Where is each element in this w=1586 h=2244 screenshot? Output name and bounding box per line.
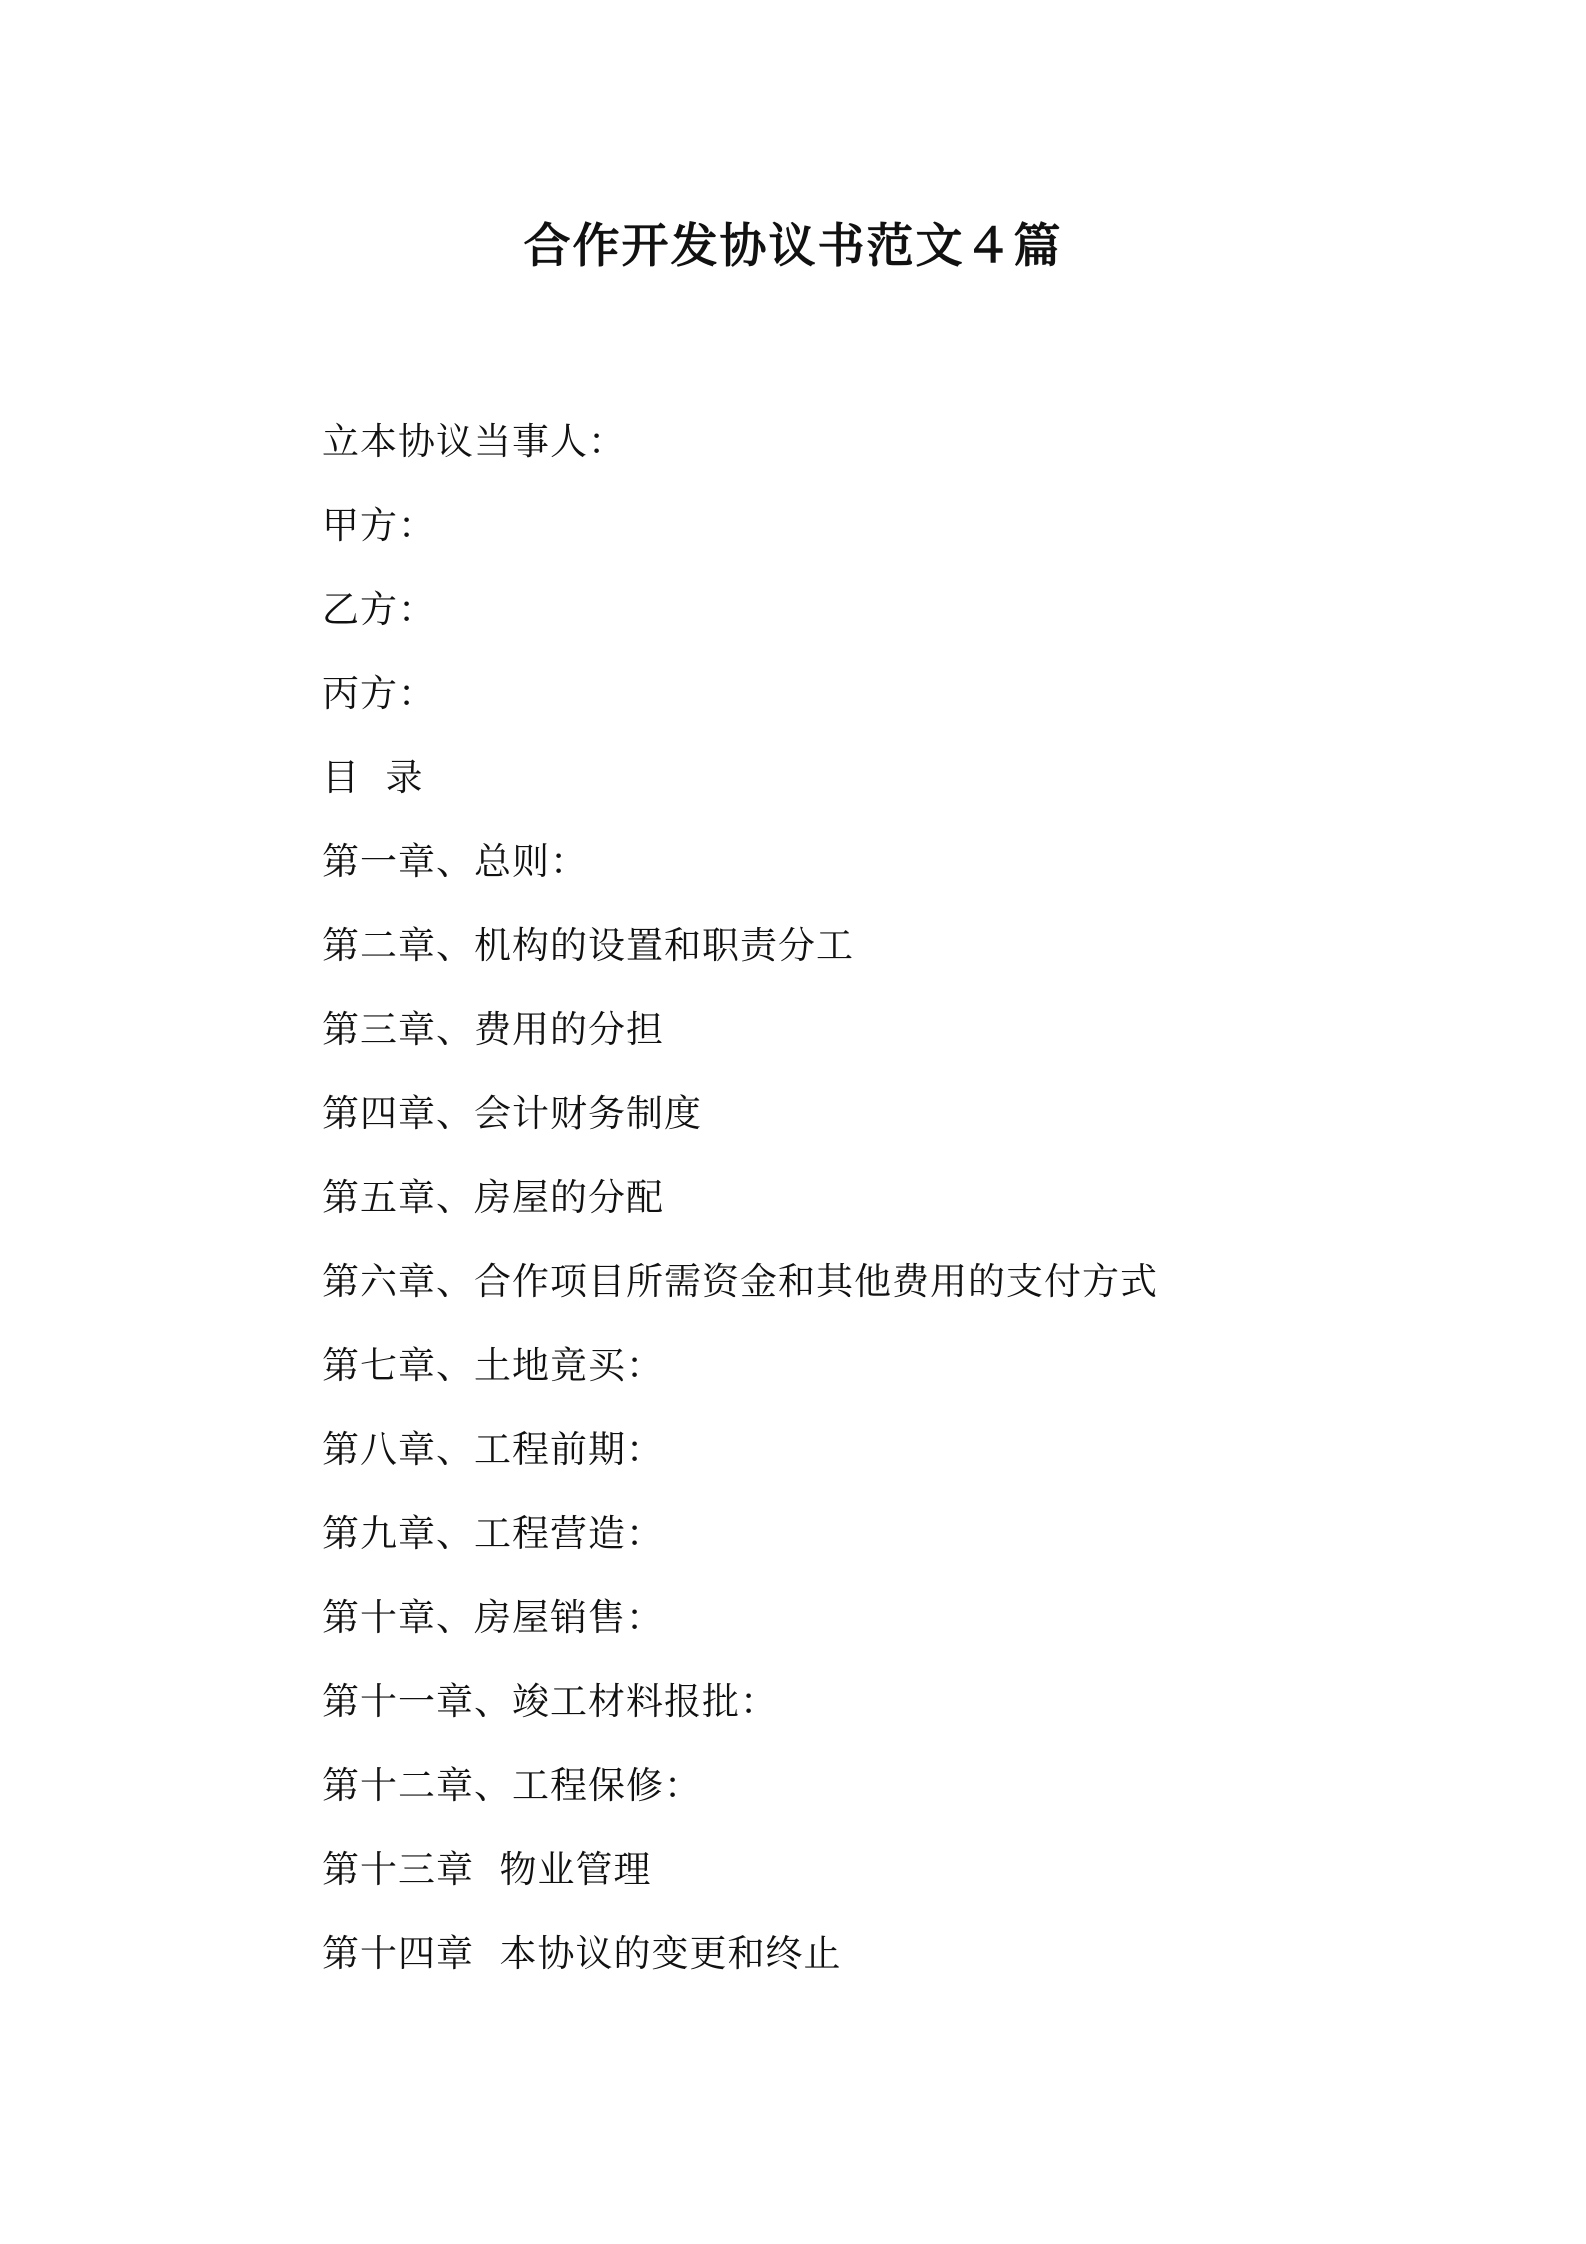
- toc-item: 第十三章 物业管理: [322, 1848, 652, 1891]
- toc-item: 第五章、房屋的分配: [322, 1176, 664, 1219]
- party-c-line: 丙方：: [322, 672, 436, 715]
- document-title: 合作开发协议书范文４篇: [523, 219, 1063, 274]
- party-b-line: 乙方：: [322, 588, 436, 631]
- toc-item: 第六章、合作项目所需资金和其他费用的支付方式: [322, 1260, 1158, 1303]
- toc-item: 第四章、会计财务制度: [322, 1092, 702, 1135]
- party-a-line: 甲方：: [322, 504, 436, 547]
- table-of-contents-heading: 目 录: [322, 756, 424, 799]
- toc-item: 第三章、费用的分担: [322, 1008, 664, 1051]
- toc-item: 第十一章、竣工材料报批：: [322, 1680, 778, 1723]
- document-body: [322, 400, 1322, 1996]
- toc-item: 第十四章 本协议的变更和终止: [322, 1932, 842, 1975]
- toc-item: 第九章、工程营造：: [322, 1512, 664, 1555]
- toc-item: 第一章、总则：: [322, 840, 588, 883]
- toc-item: 第二章、机构的设置和职责分工: [322, 924, 854, 967]
- toc-item: 第七章、土地竟买：: [322, 1344, 664, 1387]
- toc-item: 第十章、房屋销售：: [322, 1596, 664, 1639]
- parties-heading: 立本协议当事人：: [322, 420, 626, 463]
- toc-item: 第十二章、工程保修：: [322, 1764, 702, 1807]
- toc-item: 第八章、工程前期：: [322, 1428, 664, 1471]
